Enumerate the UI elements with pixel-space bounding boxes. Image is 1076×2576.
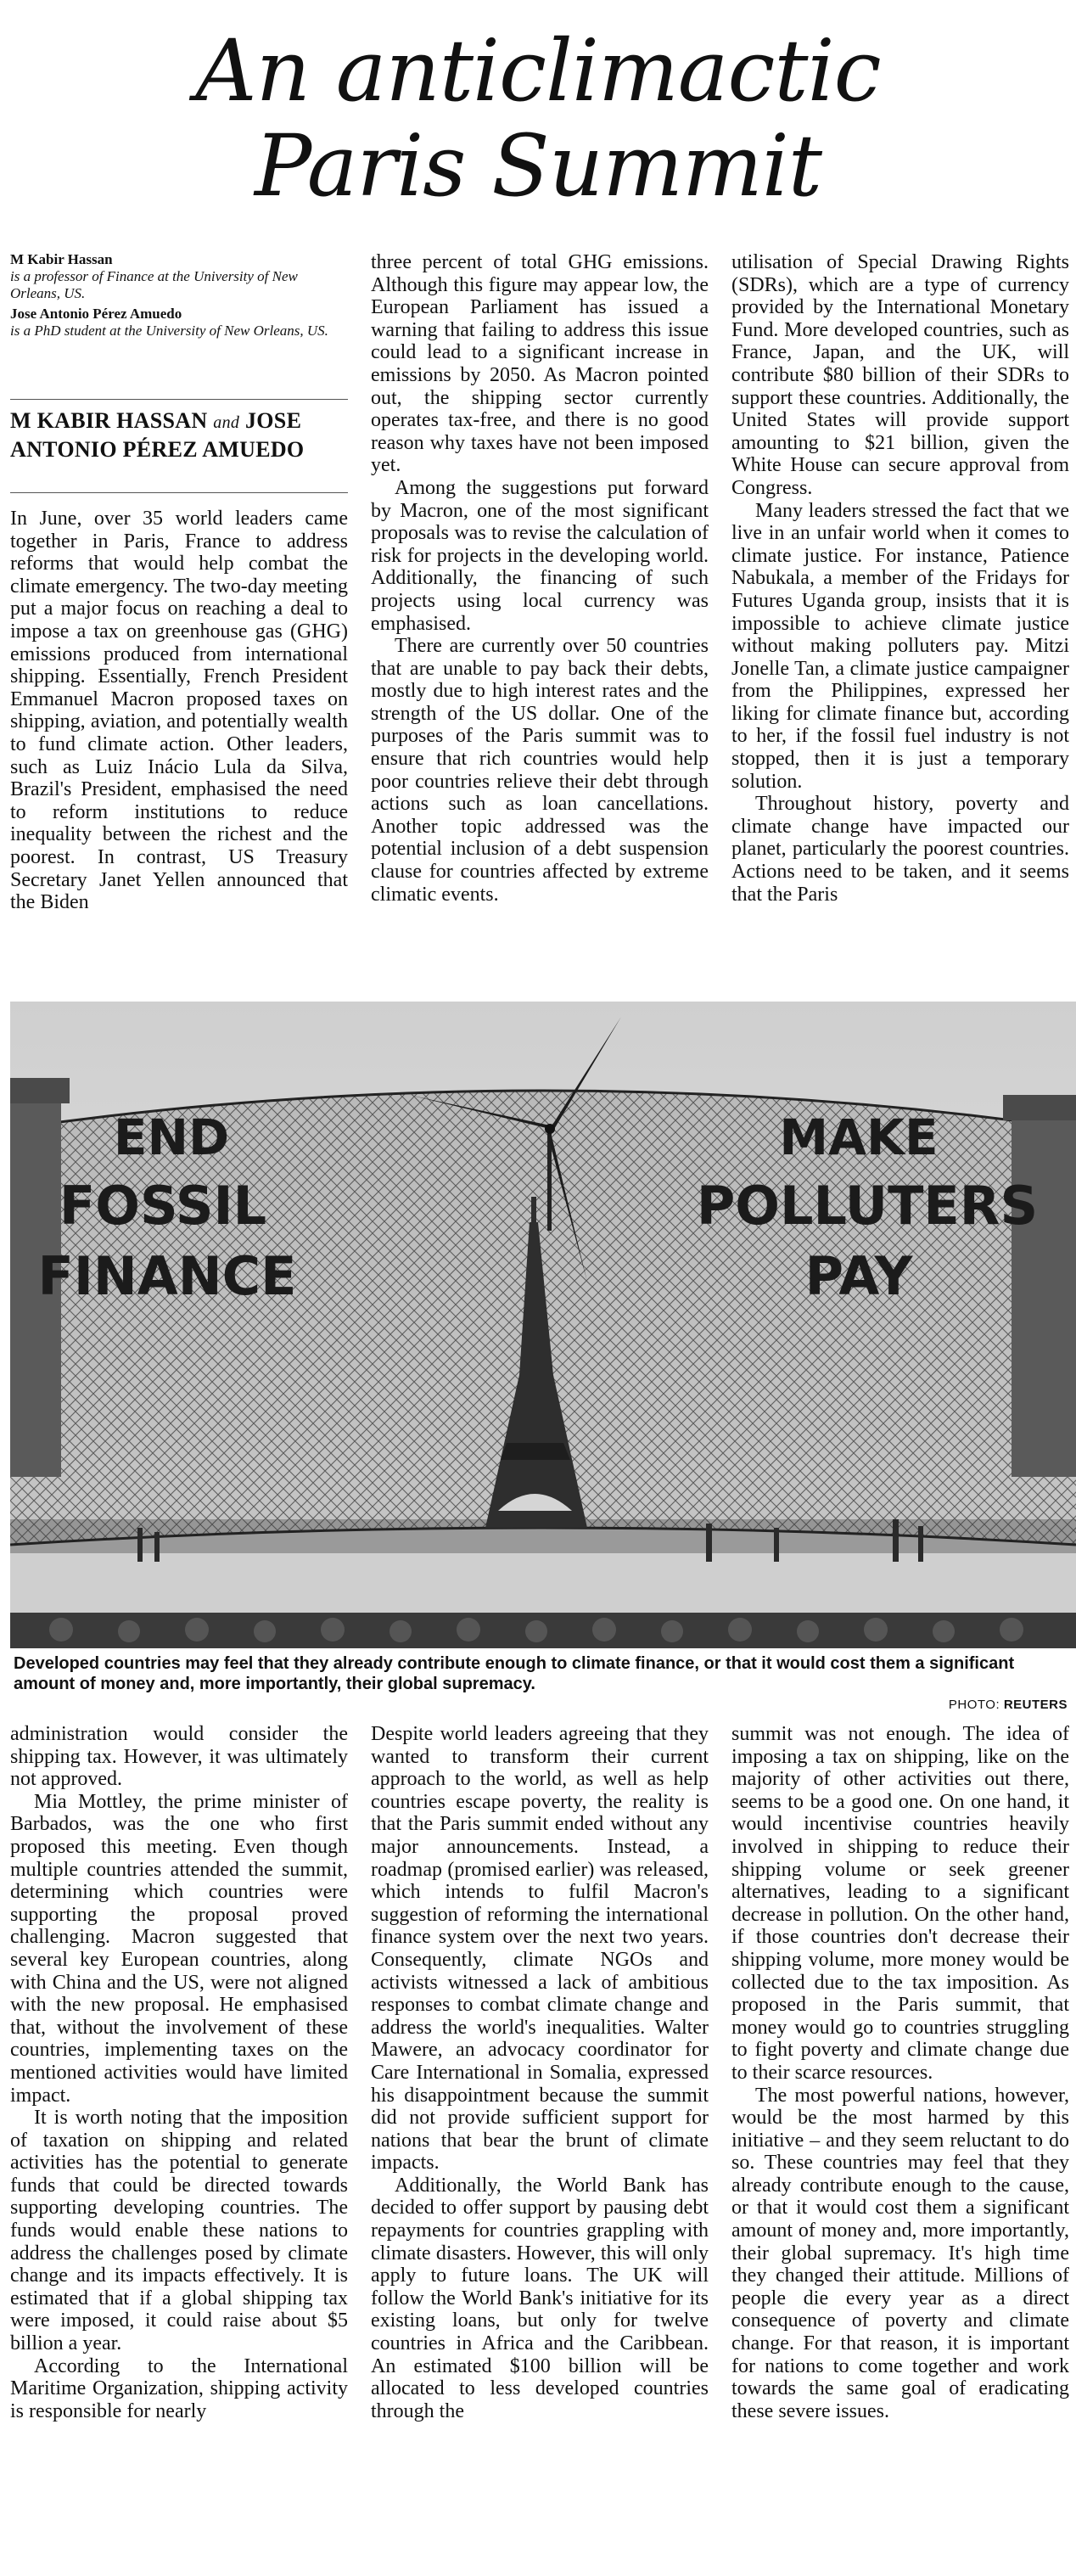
banner-left-line-3: FINANCE — [37, 1245, 297, 1307]
author-name: Jose Antonio Pérez Amuedo — [10, 306, 182, 322]
author-bio: is a PhD student at the University of New Orleans, US. — [10, 323, 328, 339]
headline-line-1: An anticlimactic — [195, 21, 881, 121]
top-column-1 — [10, 508, 348, 986]
author-name: M Kabir Hassan — [10, 251, 113, 267]
protest-banner-photo — [10, 1002, 1076, 1648]
paragraph: Despite world leaders agreeing that they wanted to transform their current approach to the world, as well as help countries escape poverty, the reality is that the Paris summit ended without any major announcements. Instead, a roadmap (promised earlier) was released, which intends to fulfil Macron's suggestion of reforming the international finance system over the next two years. Consequently, climate NGOs and activists witnessed a lack of ambitious responses to combat climate change and address the world's inequalities. Walter Mawere, an advocacy coordinator for Care International in Somalia, expressed his disappointment because the summit did not provide sufficient support for nations that bear the brunt of climate impacts. — [371, 1723, 709, 2175]
paragraph: Mia Mottley, the prime minister of Barbados, was the one who first proposed this meeting. Even though multiple countries attended the summit, determining which countries were supporting the proposal proved challenging. Macron suggested that several key European countries, along with China and the US, were not aligned with the new proposal. He emphasised that, without the involvement of these countries, implementing taxes on the mentioned activities would have limited impact. — [10, 1790, 348, 2107]
paragraph: Additionally, the World Bank has decided to offer support by pausing debt repayments for countries grappling with climate disasters. However, this will only apply to future loans. The UK will follow the World Bank's initiative for its existing loans, but only for twelve countries in Africa and the Caribbean. An estimated $100 billion will be allocated to less developed countries through the — [371, 2174, 709, 2422]
photo-credit-label: PHOTO: — [948, 1698, 1000, 1712]
headline-line-2: Paris Summit — [254, 116, 822, 216]
byline — [10, 407, 348, 463]
paragraph: three percent of total GHG emissions. Although this figure may appear low, the European Parliament has issued a warning that failing to address this issue could lead to a significant increase in emissions by 2050. As Macron pointed out, the shipping sector currently operates tax-free, and there is no good reason why taxes have not been imposed yet. — [371, 251, 709, 477]
author-bios — [10, 251, 348, 343]
byline-top-rule — [10, 399, 348, 400]
bottom-column-2 — [371, 1723, 709, 2570]
byline-author-2: JOSE ANTONIO PÉREZ AMUEDO — [10, 408, 305, 462]
headline — [0, 21, 1076, 216]
paragraph: According to the International Maritime Organization, shipping activity is responsible for nearly — [10, 2354, 348, 2422]
banner-left-line-1: END — [113, 1108, 230, 1166]
paragraph: There are currently over 50 countries that are unable to pay back their debts, mostly due to high interest rates and the strength of the US dollar. One of the purposes of the Paris summit was to ensure that rich countries would help poor countries relieve their debt through actions such as loan cancellations. Another topic addressed was the potential inclusion of a debt suspension clause for countries affected by extreme climatic events. — [371, 635, 709, 906]
banner-right-line-1: MAKE — [779, 1108, 939, 1166]
banner-left-line-2: FOSSIL — [59, 1175, 267, 1237]
top-column-2 — [371, 251, 709, 986]
paragraph: administration would consider the shipping tax. However, it was ultimately not approved. — [10, 1723, 348, 1791]
paragraph: It is worth noting that the imposition of taxation on shipping and related activities has the potential to generate funds that could be directed towards supporting developing countries. The funds would enable these nations to address the challenges posed by climate change and its impacts effectively. It is estimated that if a global shipping tax were imposed, it could raise about $5 billion a year. — [10, 2107, 348, 2355]
banner-right-line-2: POLLUTERS — [696, 1175, 1039, 1237]
bottom-column-1 — [10, 1723, 348, 2570]
bottom-column-3 — [731, 1723, 1069, 2570]
byline-bottom-rule — [10, 492, 348, 493]
banner-right-line-3: PAY — [804, 1245, 913, 1307]
byline-author-1: M KABIR HASSAN — [10, 408, 208, 433]
author-bio: is a professor of Finance at the University of New Orleans, US. — [10, 268, 298, 301]
photo-credit-source: REUTERS — [1003, 1698, 1068, 1712]
photo-caption: Developed countries may feel that they already contribute enough to climate finance, or that it would cost them a significant amount of money and, more importantly, their global supremacy. — [14, 1654, 1015, 1693]
paragraph: utilisation of Special Drawing Rights (SDRs), which are a type of currency provided by the International Monetary Fund. More developed countries, such as France, Japan, and the UK, will contribute $80 billion of their SDRs to support these countries. Additionally, the United States will provide support amounting to $21 billion, given the White House can secure approval from Congress. — [731, 251, 1069, 499]
photo-credit — [949, 1698, 1068, 1712]
paragraph: The most powerful nations, however, would be the most harmed by this initiative – and they seem reluctant to do so. These countries may feel that they already contribute enough to the cause, or that it would cost them a significant amount of money and, more importantly, their global supremacy. It's high time they changed their attitude. Millions of people die every year as a direct consequence of poverty and climate change. For that reason, it is important for nations to come together and work towards the same goal of eradicating these severe issues. — [731, 2084, 1069, 2422]
photo-illustration — [10, 1002, 1076, 1648]
paragraph: Among the suggestions put forward by Macron, one of the most significant proposals was to revise the calculation of risk for projects in the developing world. Additionally, the financing of such projects using local currency was emphasised. — [371, 476, 709, 635]
paragraph: Throughout history, poverty and climate change have impacted our planet, particularly the poorest countries. Actions need to be taken, and it seems that the Paris — [731, 793, 1069, 906]
byline-and: and — [213, 413, 240, 432]
paragraph: Many leaders stressed the fact that we live in an unfair world when it comes to climate justice. For instance, Patience Nabukala, a member of the Fridays for Futures Uganda group, insists that it is impossible to achieve climate justice without making polluters pay. Mitzi Jonelle Tan, a climate justice campaigner from the Philippines, expressed her liking for climate finance but, according to her, if the fossil fuel industry is not stopped, then it is just a temporary solution. — [731, 499, 1069, 793]
top-column-3 — [731, 251, 1069, 986]
paragraph: summit was not enough. The idea of imposing a tax on shipping, like on the majority of other activities out there, seems to be a good one. On one hand, it would incentivise countries heavily involved in shipping to reduce their shipping volume or seek greener alternatives, leading to a significant decrease in pollution. On the other hand, if those countries don't decrease their shipping volume, more money would be collected due to the tax imposition. As proposed in the Paris summit, that money would go to countries struggling to fight poverty and climate change due to their scarce resources. — [731, 1723, 1069, 2084]
paragraph: In June, over 35 world leaders came together in Paris, France to address reforms that would help combat the climate emergency. The two-day meeting put a major focus on reaching a deal to impose a tax on greenhouse gas (GHG) emissions produced from international shipping. Essentially, French President Emmanuel Macron proposed taxes on shipping, aviation, and potentially wealth to fund climate action. Other leaders, such as Luiz Inácio Lula da Silva, Brazil's President, emphasised the need to reform institutions to reduce inequality between the richest and the poorest. In contrast, US Treasury Secretary Janet Yellen announced that the Biden — [10, 508, 348, 914]
